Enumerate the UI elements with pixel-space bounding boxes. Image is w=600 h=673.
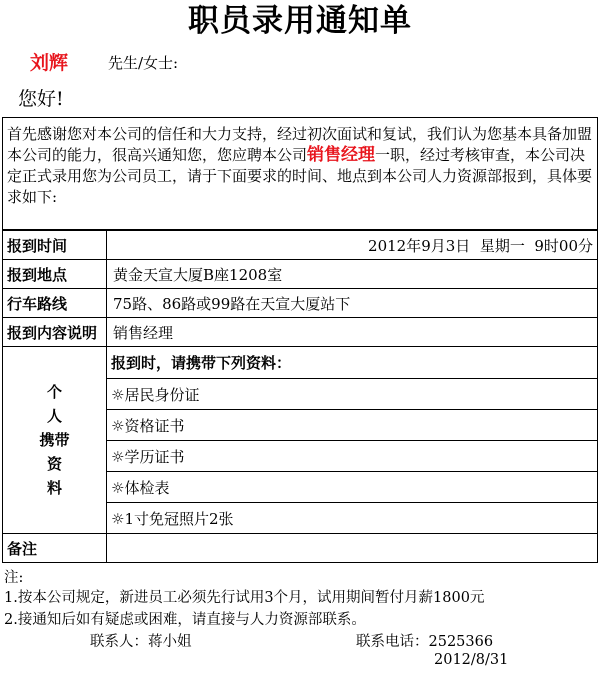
document-item: ☼资格证书 bbox=[107, 410, 598, 441]
time-value: 2012年9月3日 星期一 9时00分 bbox=[107, 231, 598, 260]
documents-label-line: 携带 bbox=[39, 431, 70, 449]
documents-label-line: 资 bbox=[46, 455, 62, 473]
time-label: 报到时间 bbox=[3, 231, 107, 260]
content-value: 销售经理 bbox=[107, 318, 598, 347]
contact-phone: 联系电话：2525366 bbox=[356, 634, 494, 650]
note-line-2: 2.接通知后如有疑虑或困难，请直接与人力资源部联系。 bbox=[4, 612, 366, 628]
remarks-value bbox=[107, 534, 598, 563]
intro-position: 销售经理 bbox=[307, 145, 376, 165]
table-row bbox=[3, 260, 598, 289]
document-item: ☼1寸免冠照片2张 bbox=[107, 503, 598, 534]
documents-label bbox=[3, 347, 107, 534]
place-value: 黄金天宣大厦B座1208室 bbox=[107, 260, 598, 289]
table-row bbox=[3, 534, 598, 563]
place-label: 报到地点 bbox=[3, 260, 107, 289]
documents-label-line: 个 bbox=[46, 383, 62, 401]
content-label: 报到内容说明 bbox=[3, 318, 107, 347]
info-table bbox=[2, 230, 598, 563]
contact-person: 联系人：蒋小姐 bbox=[90, 634, 192, 650]
table-row bbox=[3, 231, 598, 260]
route-label: 行车路线 bbox=[3, 289, 107, 318]
notice-date: 2012/8/31 bbox=[434, 652, 509, 668]
intro-paragraph bbox=[2, 117, 598, 230]
intro-text-before: 首先感谢您对本公司的信任和大力支持，经过初次面试和复试，我们认为您基本具备加盟本公司的能力，很高兴通知您，您应聘本公司 bbox=[7, 125, 593, 164]
document-item: ☼学历证书 bbox=[107, 441, 598, 472]
intro-text-after: 一职，经过考核审查，本公司决定正式录用您为公司员工，请于下面要求的时间、地点到本公司人力资源部报到，具体要求如下: bbox=[7, 146, 593, 206]
documents-label-line: 料 bbox=[46, 479, 62, 497]
remarks-label: 备注 bbox=[3, 534, 107, 563]
note-line-1: 1.按本公司规定，新进员工必须先行试用3个月，试用期间暂付月薪1800元 bbox=[4, 590, 485, 606]
documents-header: 报到时，请携带下列资料： bbox=[107, 347, 598, 379]
recipient-name: 刘辉 bbox=[30, 52, 69, 74]
document-item: ☼居民身份证 bbox=[107, 379, 598, 410]
table-row bbox=[3, 318, 598, 347]
table-row bbox=[3, 347, 598, 379]
table-row bbox=[3, 289, 598, 318]
page-title: 职员录用通知单 bbox=[188, 3, 412, 39]
notes-heading: 注: bbox=[4, 570, 24, 586]
salutation: 先生/女士: bbox=[108, 54, 179, 72]
document-item: ☼体检表 bbox=[107, 472, 598, 503]
documents-label-line: 人 bbox=[46, 407, 62, 425]
greeting: 您好! bbox=[18, 88, 64, 110]
route-value: 75路、86路或99路在天宣大厦站下 bbox=[107, 289, 598, 318]
